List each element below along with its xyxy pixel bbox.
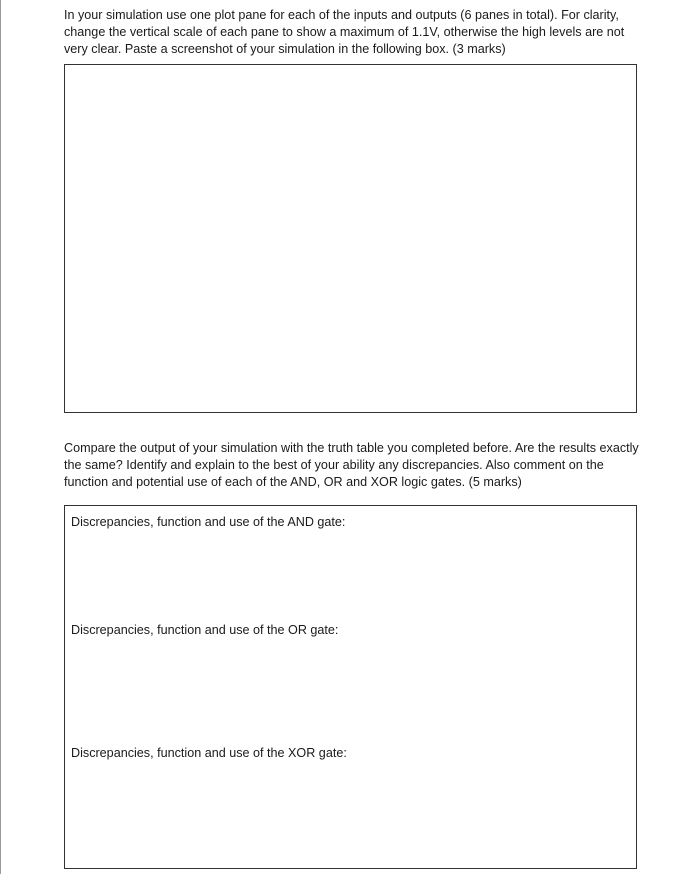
page-left-edge [0,0,1,874]
question-1-instructions: In your simulation use one plot pane for each of the inputs and outputs (6 panes in total). For clarity, change the vertical scale of each pane to show a maximum of 1.1V, otherwise the high levels are not very clear. Paste a screenshot of your simulation in the following box. (3 marks) [64,8,625,56]
gate-discussion-answer-box[interactable] [64,505,637,869]
xor-gate-prompt: Discrepancies, function and use of the XOR gate: [71,746,347,760]
screenshot-answer-box[interactable] [64,64,637,413]
or-gate-prompt: Discrepancies, function and use of the OR gate: [71,623,339,637]
question-2-instructions: Compare the output of your simulation with the truth table you completed before. Are the results exactly the same? Identify and explain to the best of your ability any discrepancies. Also comment on the function and potential use of each of the AND, OR and XOR logic gates. (5 marks) [64,441,639,489]
and-gate-prompt: Discrepancies, function and use of the AND gate: [71,515,346,529]
